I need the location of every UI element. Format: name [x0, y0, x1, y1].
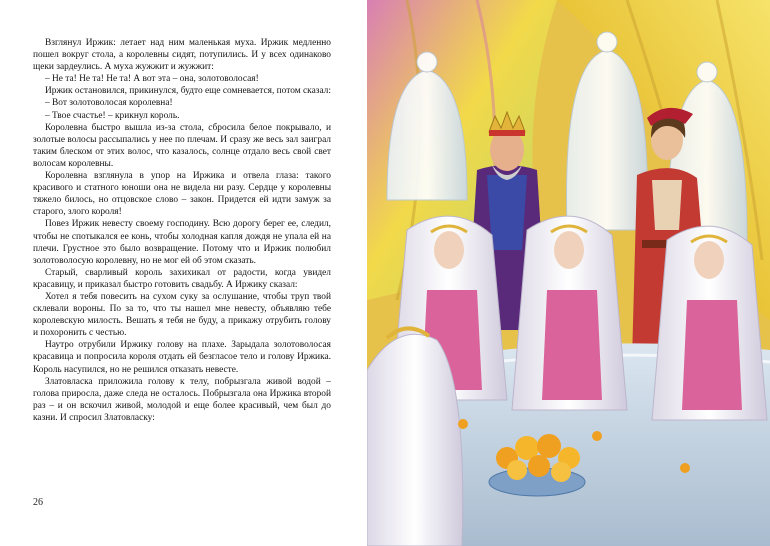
paragraph: – Твое счастье! – крикнул король. [45, 110, 180, 121]
paragraph: – Вот золотоволосая королевна! [45, 98, 173, 109]
loose-flower [592, 431, 602, 441]
paragraph: Наутро отрубили Иржику голову на плахе. Зарыдала золотоволосая красавица и попросила короля отдать ей безгласое тело и голову Иржика. Король насупился, но не решился отказать невесте. [33, 340, 331, 375]
story-text [33, 37, 331, 424]
paragraph: Взглянул Иржик: летает над ним маленькая муха. Иржик медленно пошел вокруг стола, а королевны сидят, потупились. И у всех одинаково щеки зардеулись. А муха жужжит и жужжит: [33, 38, 331, 73]
loose-flower [680, 463, 690, 473]
princess-right-figure [652, 226, 767, 420]
illustration [367, 0, 770, 546]
paragraph: – Не та! Не та! Не та! А вот эта – она, золотоволосая! [45, 74, 259, 85]
left-page [0, 0, 367, 546]
paragraph: Златовласка приложила голову к телу, побрызгала живой водой – голова приросла, даже следа не осталось. Побрызгала она Иржика второй раз – и он вскочил живой, молодой и еще более красивый, чем был до казни. И спросил Златовласку: [33, 376, 331, 423]
paragraph: Иржик остановился, прикинулся, будто еще сомневается, потом сказал: [45, 86, 331, 97]
paragraph: Хотел я тебя повесить на сухом суку за ослушание, чтобы труп твой склевали вороны. По за то, что ты нашел мне невесту, объявляю тебе королевскую милость. Вешать я тебя не буду, а прикажу отрубить голову и похоронить с честью. [33, 291, 331, 339]
princess-middle-figure [512, 216, 627, 410]
paragraph: Королевна взглянула в упор на Иржика и отвела глаза: такого красивого и статного юноши она не видела ни разу. Сердце у королевны тяжело билось, но отцовское слово – закон. Придется ей идти замуж за старого, злого короля! [33, 171, 331, 218]
page-number: 26 [33, 497, 43, 508]
paragraph: Повез Иржик невесту своему господину. Всю дорогу берег ее, следил, чтобы не спотыкался ее конь, чтобы холодная капля дождя не упала ей на плечи. Грустное это было возвращение. Потому что и Иржик полюбил золотоволосую королевну, но не мог ей об этом сказать. [33, 219, 331, 266]
paragraph: Королевна быстро вышла из-за стола, сбросила белое покрывало, и золотые волосы рассыпались у нее по плечам. И сразу же весь зал заиграл таким блеском от этих волос, что казалось, солнце отдало весь свой свет волосам королевны. [33, 122, 331, 169]
loose-flower [458, 419, 468, 429]
paragraph: Старый, сварливый король захихикал от радости, когда увидел красавицу, и приказал быстро готовить свадьбу. А Иржику сказал: [33, 267, 331, 290]
